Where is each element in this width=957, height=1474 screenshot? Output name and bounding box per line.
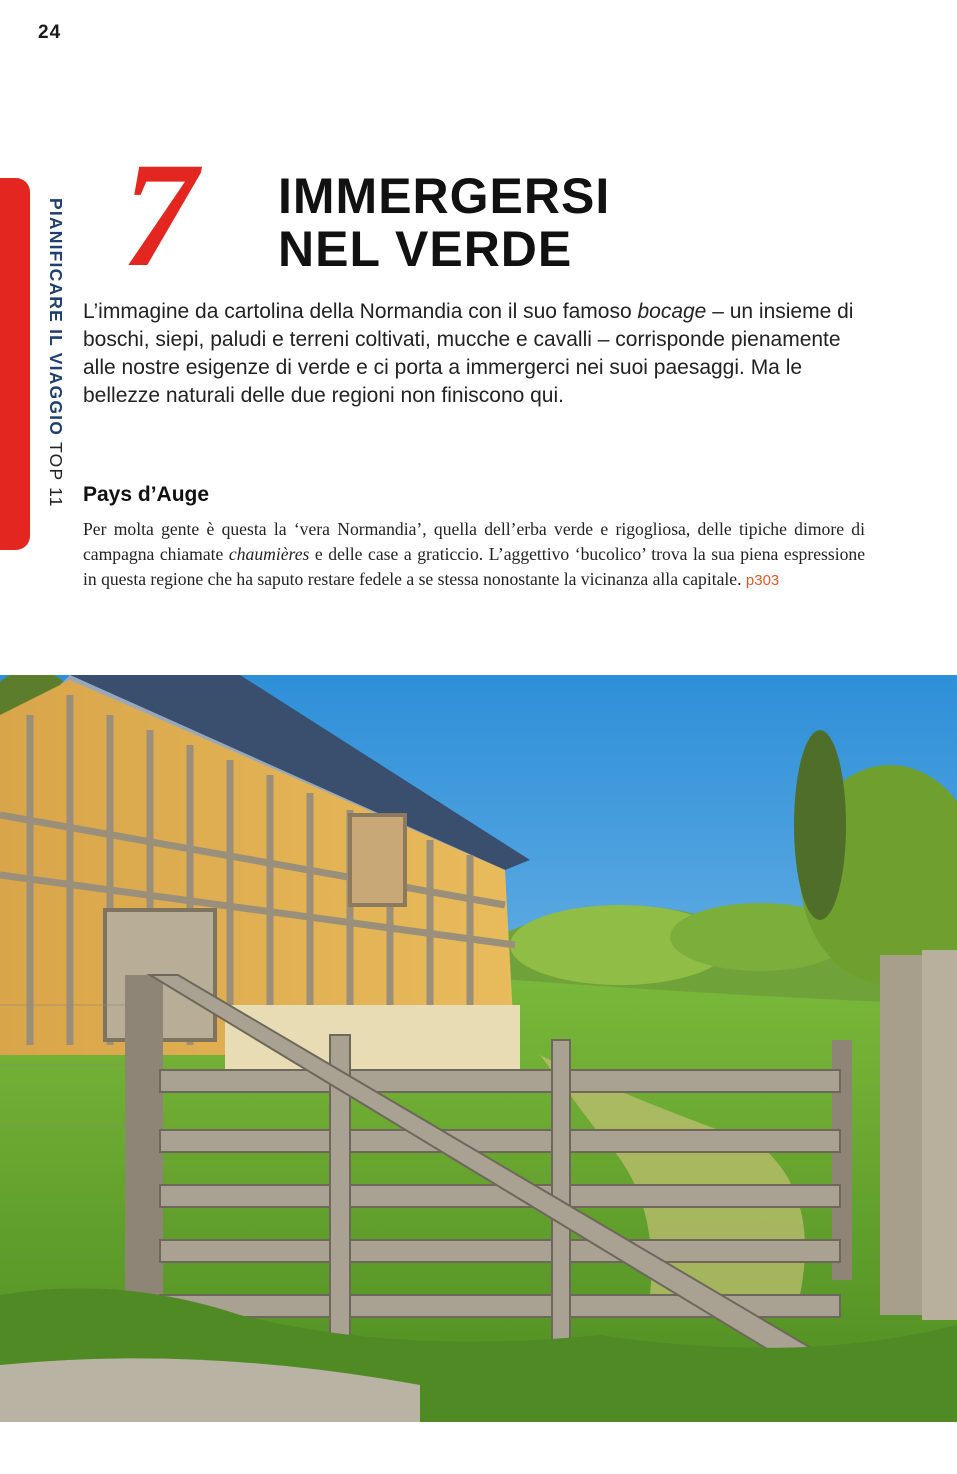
section-text-2: e delle case a graticcio. L’aggettivo ‘bucolico’ trova la sua piena espressione in questa regione che ha saputo restare fedele a se stessa nonostante la vicinanza alla capitale. bbox=[83, 544, 865, 589]
page-title bbox=[278, 170, 610, 276]
title-line-2: NEL VERDE bbox=[278, 221, 573, 277]
section-body bbox=[83, 517, 865, 593]
section-text-1: Per molta gente è questa la ‘vera Normandia’, quella dell’erba verde e rigogliosa, delle tipiche dimore di campagna chiamate bbox=[83, 519, 865, 564]
title-line-1: IMMERGERSI bbox=[278, 168, 611, 224]
entry-number: 7 bbox=[122, 132, 197, 298]
intro-text-1: L’immagine da cartolina della Normandia con il suo famoso bbox=[83, 300, 638, 323]
intro-italic: bocage bbox=[637, 300, 707, 323]
countryside-photo-illustration bbox=[0, 675, 957, 1422]
intro-text-2: – un insieme di boschi, siepi, paludi e terreni coltivati, mucche e cavalli – corrisponde pienamente alle nostre esigenze di verde e ci porta a immergerci nei suoi paesaggi. Ma le bellezze naturali delle due regioni non finiscono qui. bbox=[83, 300, 854, 407]
section-label-sub bbox=[46, 442, 66, 508]
section-tab bbox=[0, 178, 30, 550]
section-heading: Pays d’Auge bbox=[83, 483, 210, 506]
section-label bbox=[36, 198, 66, 548]
intro-paragraph bbox=[83, 298, 863, 410]
page-reference-link[interactable]: p303 bbox=[745, 572, 780, 589]
section-italic: chaumières bbox=[228, 544, 310, 564]
section-label-main: PIANIFICARE IL VIAGGIO bbox=[46, 198, 66, 437]
section-label-sub-text: TOP 11 bbox=[46, 442, 66, 508]
countryside-photo bbox=[0, 675, 957, 1422]
page-number: 24 bbox=[38, 22, 62, 43]
